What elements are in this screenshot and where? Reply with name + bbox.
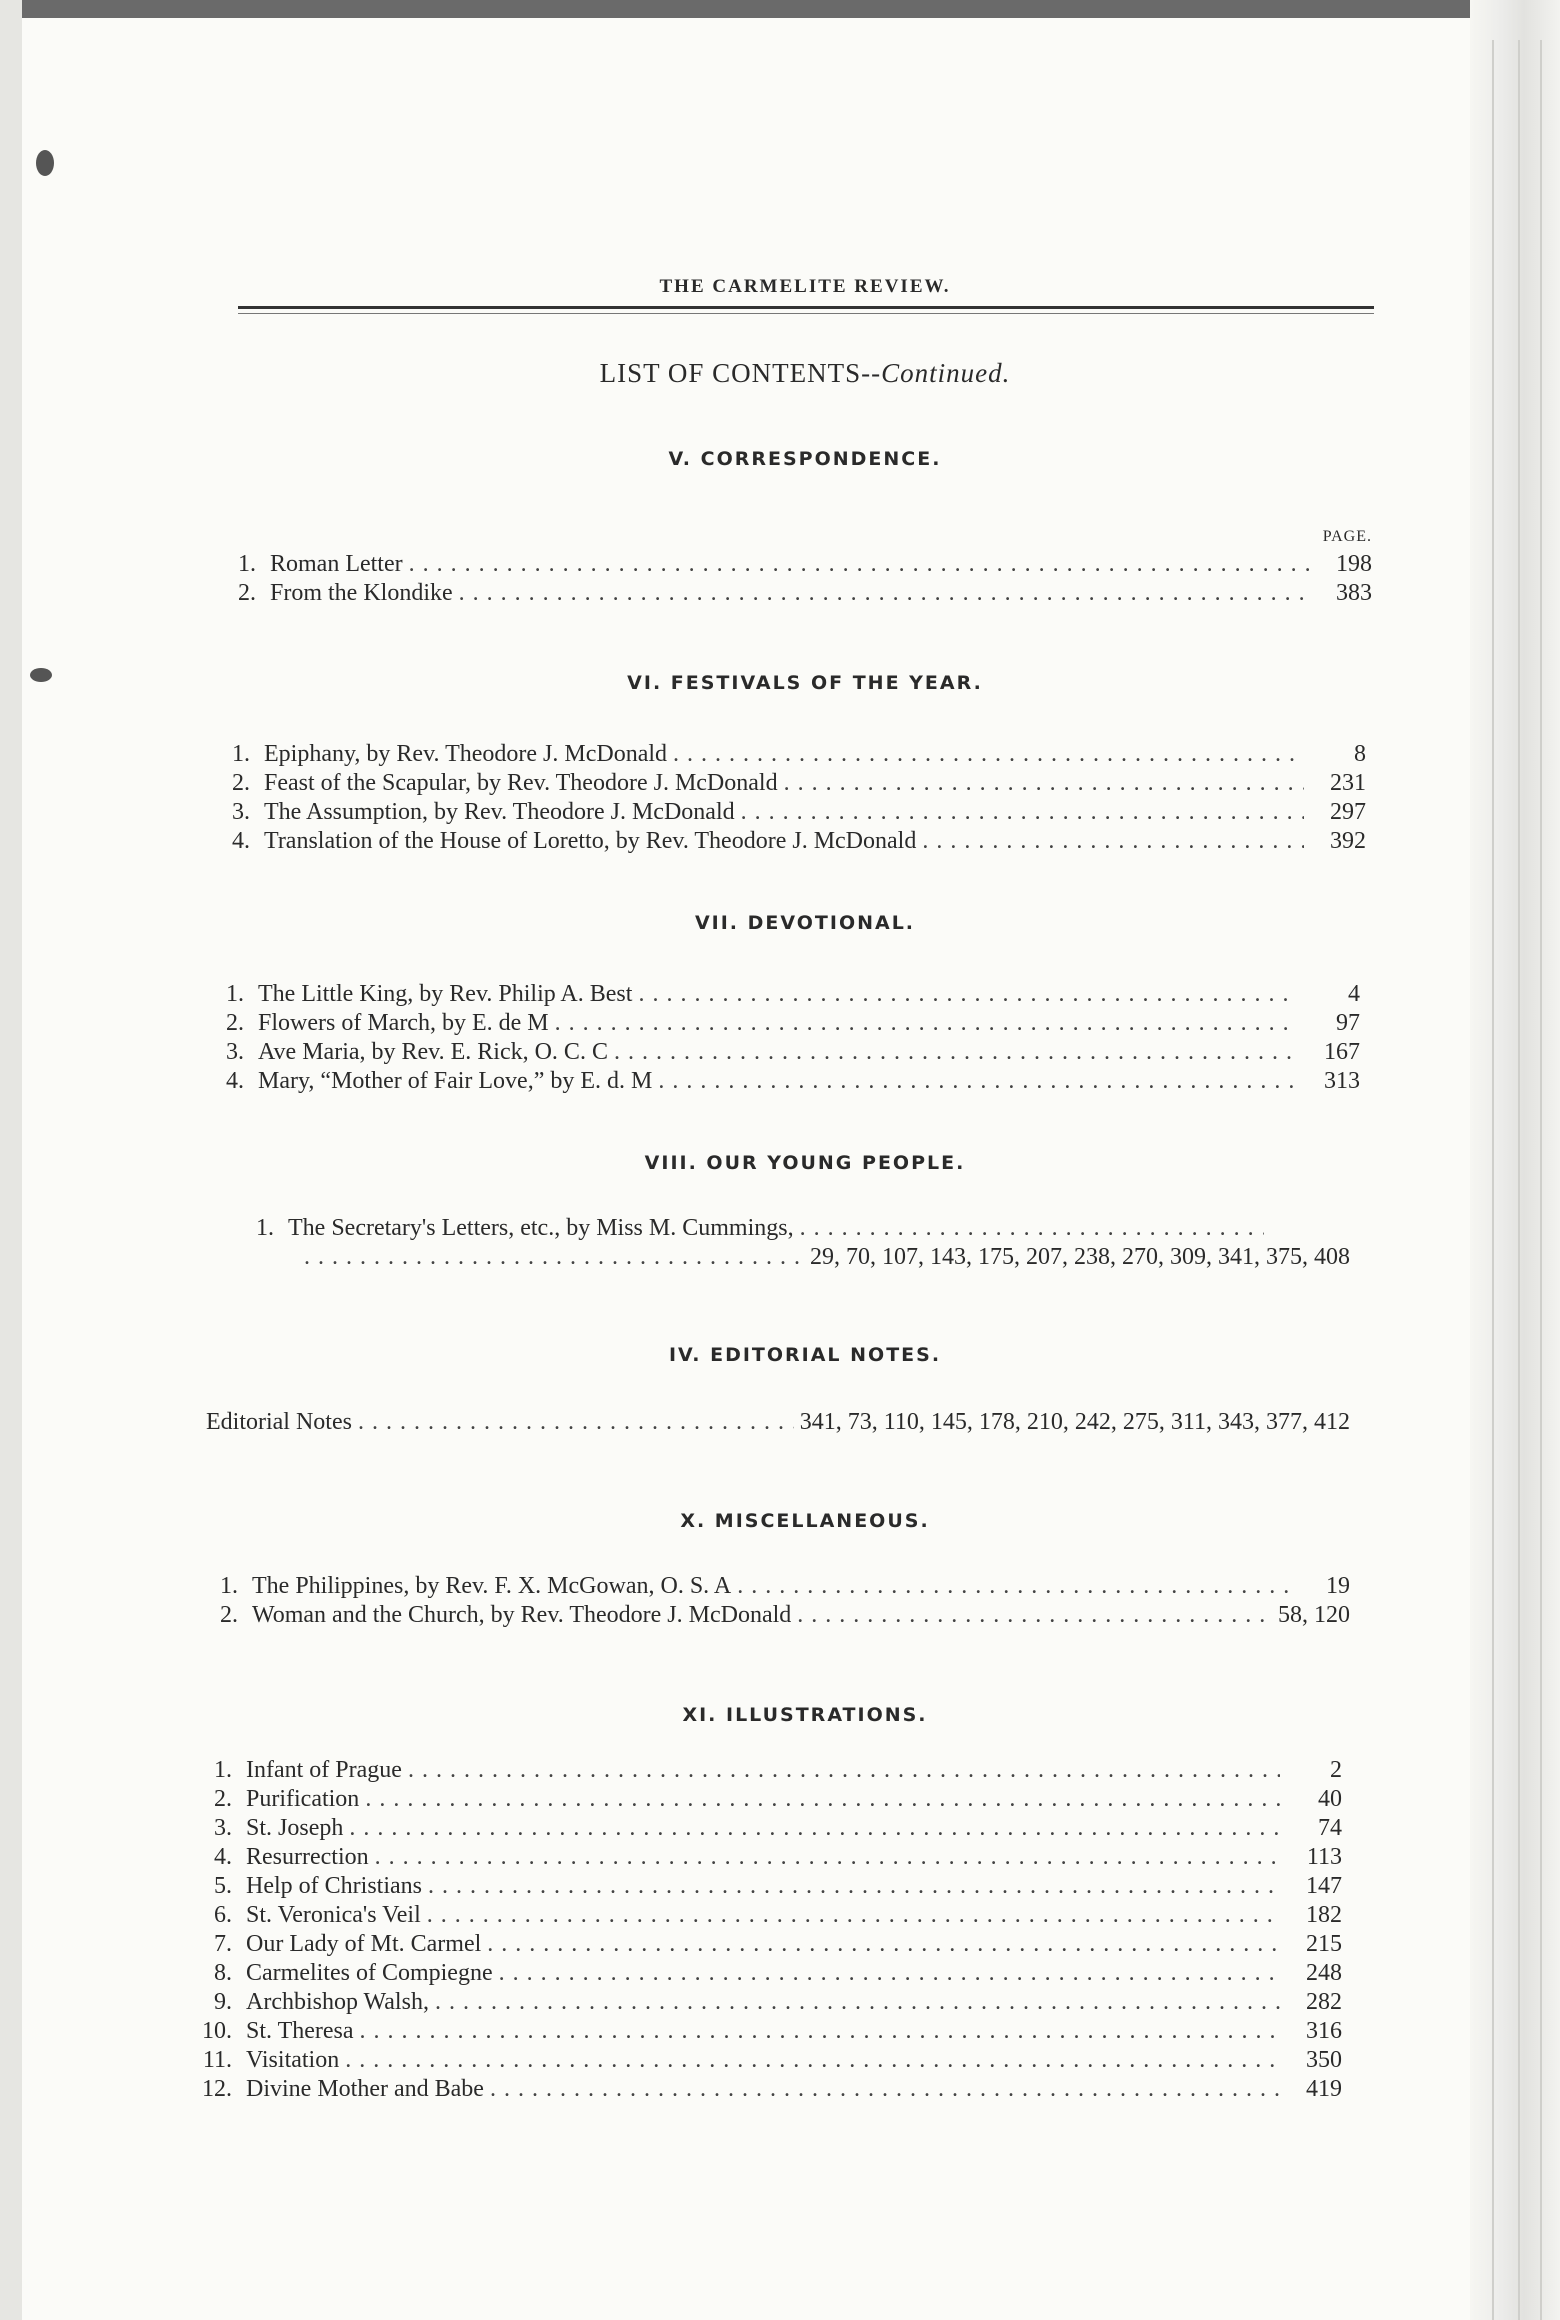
header-rule [238,306,1374,309]
list-item: 8. Carmelites of Compiegne . . . 248 [188,1959,1342,1988]
correspondence-list [212,550,1372,608]
title-continued: Continued. [881,358,1011,388]
section-title-illustrations: XI. ILLUSTRATIONS. [682,1704,928,1726]
header-rule-thin [238,313,1374,314]
section-title-devotional: VII. DEVOTIONAL. [694,912,916,934]
section-title-editorial: IV. EDITORIAL NOTES. [668,1344,942,1366]
illustrations-list [188,1756,1342,2104]
running-head: THE CARMELITE REVIEW. [659,276,951,297]
list-item: 1. The Philippines, by Rev. F. X. McGowan, O. S. A . . . 19 [194,1572,1350,1601]
devotional-list [200,980,1360,1096]
list-item: 2. Flowers of March, by E. de M . . . 97 [200,1009,1360,1038]
list-item: 3. St. Joseph . . . 74 [188,1814,1342,1843]
list-item: 5. Help of Christians . . . 147 [188,1872,1342,1901]
list-item: 7. Our Lady of Mt. Carmel . . . 215 [188,1930,1342,1959]
list-item: 4. Mary, “Mother of Fair Love,” by E. d. M . . . 313 [200,1067,1360,1096]
list-item: 1. Infant of Prague . . . 2 [188,1756,1342,1785]
list-item: 4. Resurrection . . . 113 [188,1843,1342,1872]
editorial-entry [206,1408,1350,1437]
list-item: 2. From the Klondike . . . 383 [212,579,1372,608]
list-item-continuation: . . . 29, 70, 107, 143, 175, 207, 238, 270, 309, 341, 375, 408 [230,1243,1350,1272]
section-title-festivals: VI. FESTIVALS OF THE YEAR. [627,672,983,694]
section-title-correspondence: V. CORRESPONDENCE. [668,448,942,470]
list-item: 11. Visitation . . . 350 [188,2046,1342,2075]
list-item: 1. The Secretary's Letters, etc., by Miss M. Cummings, . . . [230,1214,1270,1243]
list-item: 10. St. Theresa . . . 316 [188,2017,1342,2046]
list-item: 3. Ave Maria, by Rev. E. Rick, O. C. C . . . 167 [200,1038,1360,1067]
list-item: Editorial Notes . . . 341, 73, 110, 145, 178, 210, 242, 275, 311, 343, 377, 412 [206,1408,1350,1437]
list-item: 6. St. Veronica's Veil . . . 182 [188,1901,1342,1930]
list-item: 1. Epiphany, by Rev. Theodore J. McDonald . . . 8 [206,740,1366,769]
binding-hole-mark [30,668,52,682]
festivals-list [206,740,1366,856]
list-item: 9. Archbishop Walsh, . . . 282 [188,1988,1342,2017]
miscellaneous-list [194,1572,1350,1630]
list-item: 2. Woman and the Church, by Rev. Theodore J. McDonald . . . 58, 120 [194,1601,1350,1630]
page-column-label: PAGE. [1322,528,1372,545]
section-title-young-people: VIII. OUR YOUNG PEOPLE. [644,1152,966,1174]
scan-top-edge [0,0,1470,18]
page-title [240,358,1370,389]
section-title-miscellaneous: X. MISCELLANEOUS. [680,1510,930,1532]
page-stack-edge [1470,0,1560,2320]
scan-left-edge [0,0,22,2320]
list-item: 3. The Assumption, by Rev. Theodore J. McDonald . . . 297 [206,798,1366,827]
young-people-entry [230,1214,1350,1272]
binding-hole-mark [36,150,54,176]
list-item: 1. Roman Letter . . . 198 [212,550,1372,579]
list-item: 1. The Little King, by Rev. Philip A. Best . . . 4 [200,980,1360,1009]
list-item: 4. Translation of the House of Loretto, by Rev. Theodore J. McDonald . . . 392 [206,827,1366,856]
title-main: LIST OF CONTENTS-- [599,358,882,388]
list-item: 12. Divine Mother and Babe . . . 419 [188,2075,1342,2104]
list-item: 2. Purification . . . 40 [188,1785,1342,1814]
list-item: 2. Feast of the Scapular, by Rev. Theodore J. McDonald . . . 231 [206,769,1366,798]
